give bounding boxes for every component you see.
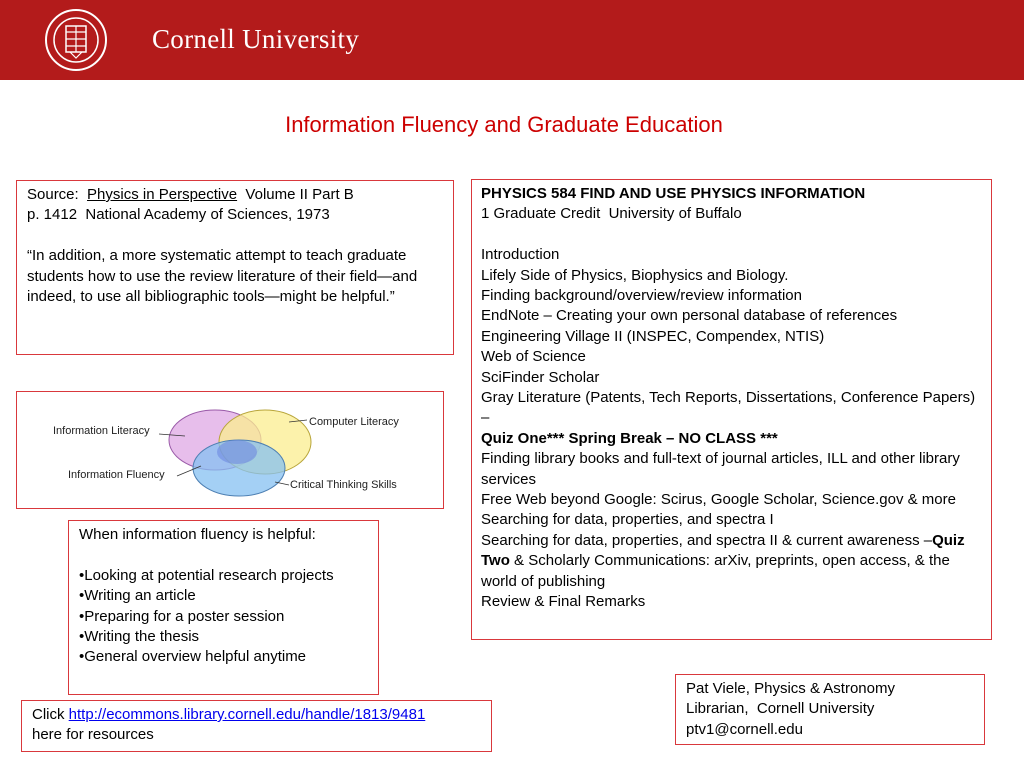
venn-label-critical-thinking: Critical Thinking Skills	[290, 479, 397, 491]
course-item: Engineering Village II (INSPEC, Compendex, NTIS)	[481, 327, 825, 345]
university-name: Cornell University	[152, 24, 360, 54]
list-item: •Looking at potential research projects	[79, 566, 334, 584]
course-credit: 1 Graduate Credit University of Buffalo	[481, 205, 742, 223]
course-item: Finding library books and full-text of journal articles, ILL and other library services	[481, 450, 965, 488]
course-outline-box	[471, 179, 992, 640]
list-item: •Preparing for a poster session	[79, 607, 285, 625]
venn-label-computer-literacy: Computer Literacy	[309, 416, 399, 428]
course-quiz-two-label: Quiz Two	[481, 531, 969, 570]
page-title: Information Fluency and Graduate Education	[285, 112, 723, 137]
course-item: EndNote – Creating your own personal database of references	[481, 307, 898, 325]
resources-prefix: Click	[32, 706, 69, 723]
list-item: •Writing the thesis	[79, 628, 200, 646]
course-heading: PHYSICS 584 FIND AND USE PHYSICS INFORMATION	[481, 185, 866, 202]
course-item: Gray Literature (Patents, Tech Reports, Dissertations, Conference Papers) –	[481, 389, 980, 427]
venn-label-information-literacy: Information Literacy	[53, 425, 150, 437]
venn-center-information-fluency	[217, 440, 257, 464]
list-item: •General overview helpful anytime	[79, 648, 307, 666]
course-spectra2: Searching for data, properties, and spectra II & current awareness –	[481, 531, 933, 549]
contact-line1: Pat Viele, Physics & Astronomy	[686, 680, 895, 697]
resources-suffix: here for resources	[32, 726, 154, 744]
source-quote-box	[16, 180, 454, 355]
header-banner	[0, 0, 1024, 80]
source-citation-line2: p. 1412 National Academy of Sciences, 1973	[27, 206, 330, 224]
source-quote: “In addition, a more systematic attempt to teach graduate students how to use the review literature of their field—and indeed, to use all bibliographic tools—might be helpful.”	[27, 247, 422, 306]
course-quiz-two-rest: & Scholarly Communications: arXiv, preprints, open access, & the world of publishing	[481, 552, 954, 590]
course-item: Lifely Side of Physics, Biophysics and Biology.	[481, 266, 789, 284]
course-item: Finding background/overview/review information	[481, 287, 802, 305]
course-item: Searching for data, properties, and spectra I	[481, 511, 774, 529]
contact-email: ptv1@cornell.edu	[686, 720, 803, 738]
resources-box	[21, 700, 492, 752]
helpful-list-box	[68, 520, 379, 695]
course-quiz-one: Quiz One*** Spring Break – NO CLASS ***	[481, 429, 778, 447]
source-citation	[27, 185, 443, 205]
list-item: •Writing an article	[79, 587, 196, 605]
venn-diagram-box	[16, 391, 444, 509]
source-prefix: Source:	[27, 186, 88, 203]
resources-link[interactable]: http://ecommons.library.cornell.edu/handle/1813/9481	[68, 706, 426, 723]
course-item-quiz-two	[481, 531, 982, 592]
venn-label-information-fluency: Information Fluency	[68, 469, 165, 481]
contact-box	[675, 674, 985, 745]
helpful-heading: When information fluency is helpful:	[79, 526, 316, 543]
contact-line2: Librarian, Cornell University	[686, 700, 875, 718]
course-item: Free Web beyond Google: Scirus, Google Scholar, Science.gov & more	[481, 491, 956, 509]
course-item: SciFinder Scholar	[481, 368, 600, 386]
resources-line	[32, 705, 481, 725]
course-item: Introduction	[481, 246, 560, 264]
course-final: Review & Final Remarks	[481, 593, 646, 611]
course-item: Web of Science	[481, 348, 586, 366]
venn-diagram	[17, 392, 443, 508]
cornell-seal-icon	[44, 8, 108, 72]
book-volume: Volume II Part B	[237, 186, 354, 203]
book-title: Physics in Perspective	[87, 186, 238, 203]
